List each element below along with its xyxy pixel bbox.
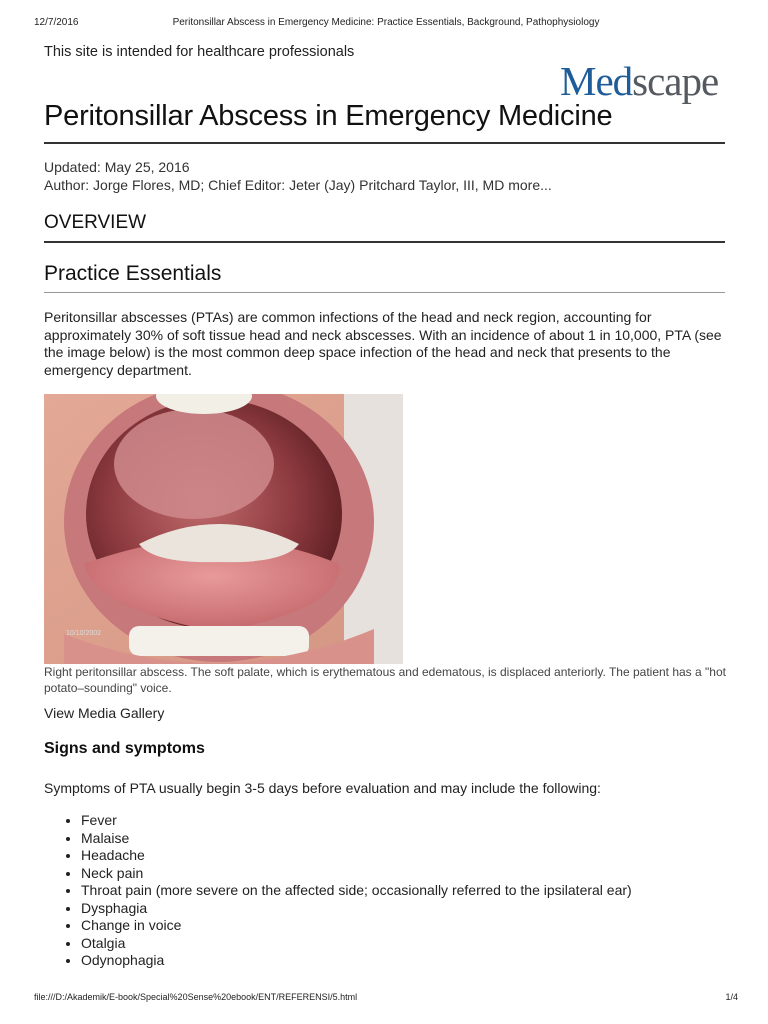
article-title: Peritonsillar Abscess in Emergency Medicine (44, 100, 613, 132)
logo-med: Med (560, 58, 633, 104)
view-media-gallery-link[interactable]: View Media Gallery (44, 705, 165, 721)
professional-notice: This site is intended for healthcare professionals (44, 44, 355, 60)
list-item: • Fever (81, 812, 632, 830)
list-item: • Throat pain (more severe on the affected side; occasionally referred to the ipsilateral ear) (81, 882, 632, 900)
overview-label[interactable]: OVERVIEW (44, 212, 147, 233)
list-item: • Malaise (81, 830, 632, 848)
signs-symptoms-heading: Signs and symptoms (44, 740, 205, 757)
practice-essentials-heading: Practice Essentials (44, 262, 222, 285)
symptoms-intro: Symptoms of PTA usually begin 3-5 days before evaluation and may include the following: (44, 780, 601, 796)
file-url: file:///D:/Akademik/E-book/Special%20Sense%20ebook/ENT/REFERENSI/5.html (34, 992, 358, 1002)
article-meta (44, 158, 552, 194)
print-date: 12/7/2016 (34, 17, 79, 28)
medscape-logo[interactable] (560, 58, 730, 104)
title-divider (44, 142, 725, 144)
symptoms-list (44, 812, 632, 970)
mouth-illustration (44, 394, 403, 664)
author-line (44, 176, 552, 194)
list-item: • Dysphagia (81, 900, 632, 918)
intro-paragraph: Peritonsillar abscesses (PTAs) are common infections of the head and neck region, accounting for approximately 30% of soft tissue head and neck abscesses. With an incidence of about 1 in 10,000, PTA (see the image below) is the most common deep space infection of the head and neck that presents to the emergency department. (44, 309, 722, 378)
more-link[interactable]: more... (508, 177, 552, 193)
list-item: • Otalgia (81, 935, 632, 953)
list-item: • Headache (81, 847, 632, 865)
list-item: • Neck pain (81, 865, 632, 883)
list-item: • Change in voice (81, 917, 632, 935)
list-item: • Odynophagia (81, 952, 632, 970)
image-caption: Right peritonsillar abscess. The soft palate, which is erythematous and edematous, is displaced anteriorly. The patient has a "hot potato–sounding" voice. (44, 665, 726, 695)
overview-divider (44, 241, 725, 243)
updated-date: Updated: May 25, 2016 (44, 159, 190, 175)
print-header (34, 17, 738, 31)
author-text: Author: Jorge Flores, MD; Chief Editor: Jeter (Jay) Pritchard Taylor, III, MD (44, 177, 505, 193)
photo-date-stamp: 10/10/2002 (66, 630, 102, 637)
page-number: 1/4 (725, 992, 738, 1002)
print-doc-title: Peritonsillar Abscess in Emergency Medicine: Practice Essentials, Background, Pathophysiology (172, 17, 600, 28)
section-divider (44, 292, 725, 293)
logo-scape: scape (632, 58, 719, 104)
peritonsillar-abscess-photo[interactable] (44, 394, 403, 664)
